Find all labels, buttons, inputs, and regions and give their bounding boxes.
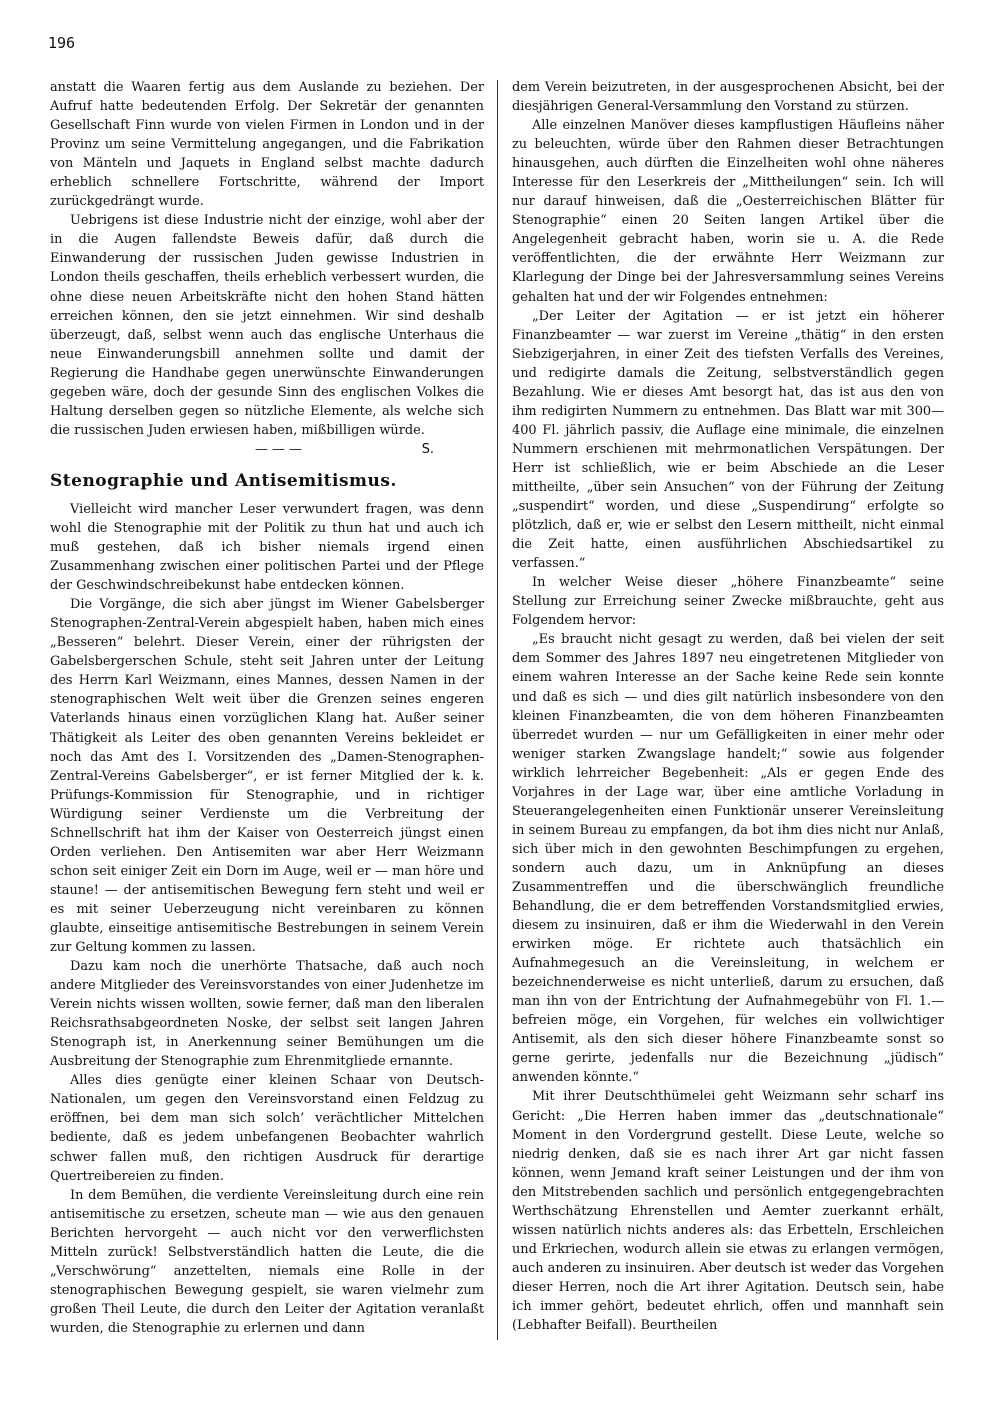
- author-initial: S.: [421, 441, 434, 457]
- column-divider: [497, 80, 498, 1340]
- block-quote: „Es braucht nicht gesagt zu werden, daß bei vielen der seit dem Sommer des Jahres 1897 neu eingetretenen Mitglieder von einem wahren Interesse an der Sache keine Rede sein konnte und daß es sich — und dies gilt natürlich insbesondere von den kleinen Finanzbeamten, die von dem höheren Finanzbeamten überredet wurden — nur um Gefälligkeiten in einer mehr oder weniger starken Zwangslage handelt;“ sowie aus folgender wirklich lehrreicher Begebenheit: „Als er gegen Ende des Vorjahres in der Lage war, über eine amtliche Vorladung in Steuerangelegenheiten einen Funktionär unserer Vereinsleitung in seinem Bureau zu empfangen, da bot ihm dies nicht nur Anlaß, sich über mich in den gewohnten Beschimpfungen zu ergehen, sondern auch dazu, um in Anknüpfung an dieses Zusammentreffen und die überschwänglich freundliche Behandlung, die er dem betreffenden Vorstandsmitglied erwies, diesem zu insinuiren, daß er ihm die Wiederwahl in den Verein erwirken möge. Er richtete auch thatsächlich ein Aufnahmegesuch an die Vereinsleitung, in welchem er bezeichnenderweise es nicht unterließ, darum zu ersuchen, daß man ihn von der Entrichtung der Aufnahmegebühr von Fl. 1.— befreien möge, ein Vorgehen, für welches ein vollwichtiger Antisemit, als den sich dieser höhere Finanzbeamte sonst so gerne gerirte, jedenfalls nur die Bezeichnung „jüdisch“ anwenden könnte.“: [512, 632, 944, 1086]
- paragraph: Uebrigens ist diese Industrie nicht der einzige, wohl aber der in die Augen fallendste Beweis dafür, daß durch die Einwanderung der russischen Juden gewisse Industrien in London theils geschaffen, theils erheblich verbessert wurden, die ohne diese neuen Arbeitskräfte nicht den hohen Stand hätten erreichen können, den sie jetzt einnehmen. Wir sind deshalb überzeugt, daß, selbst wenn auch das englische Unterhaus die neue Einwanderungsbill annehmen sollte und damit der Regierung die Handhabe gegen unerwünschte Einwanderungen gegeben wäre, doch der gesunde Sinn des englischen Volkes die Haltung derselben gegen so nützliche Elemente, als welche sich die russischen Juden erwiesen haben, mißbilligen würde.: [50, 213, 484, 438]
- paragraph-continuation: dem Verein beizutreten, in der ausgesprochenen Absicht, bei der diesjährigen General-Versammlung den Vorstand zu stürzen.: [512, 80, 944, 115]
- signature-dash: — — —: [255, 441, 302, 457]
- paragraph: Dazu kam noch die unerhörte Thatsache, daß auch noch andere Mitglieder des Vereinsvorstandes von einer Judenhetze im Verein nichts wissen wollten, sowie ferner, daß man den liberalen Reichsrathsabgeordneten Noske, der selbst seit langen Jahren Stenograph ist, in Anerkennung seiner Bemühungen um die Ausbreitung der Stenographie zum Ehrenmitgliede ernannte.: [50, 959, 484, 1070]
- paragraph: Alle einzelnen Manöver dieses kampflustigen Häufleins näher zu beleuchten, würde über den Rahmen dieser Betrachtungen hinausgehen, auch dürften die Einzelheiten wohl ohne näheres Interesse für den Leserkreis der „Mittheilungen“ sein. Ich will nur darauf hinweisen, daß die „Oesterreichischen Blätter für Stenographie“ einen 20 Seiten langen Artikel über die Angelegenheit gebracht haben, worin sie u. A. die Rede veröffentlichten, die der erwähnte Herr Weizmann zur Klarlegung der Dinge bei der Jahresversammlung seines Vereins gehalten hat und der wir Folgendes entnehmen:: [512, 118, 944, 305]
- paragraph: Vielleicht wird mancher Leser verwundert fragen, was denn wohl die Stenographie mit der Politik zu thun hat und auch ich muß gestehen, daß ich bisher niemals irgend einen Zusammenhang zwischen einer politischen Partei und der Pflege der Geschwindschreibekunst habe entdecken können.: [50, 501, 484, 594]
- article-signature: [50, 440, 484, 459]
- right-column: [512, 78, 944, 1335]
- page-number: 196: [48, 34, 76, 52]
- left-column: [50, 78, 484, 1338]
- block-quote: „Der Leiter der Agitation — er ist jetzt ein höherer Finanzbeamter — war zuerst im Vereine „thätig“ in den ersten Siebzigerjahren, in einer Zeit des tiefsten Verfalls des Vereines, und redigirte damals die Zeitung, selbstverständlich gegen Bezahlung. Wie er dieses Amt besorgt hat, das ist aus den von ihm redigirten Nummern zu entnehmen. Das Blatt war mit 300—400 Fl. jährlich passiv, die Auflage eine minimale, die einzelnen Nummern erschienen mit mehrmonatlichen Verspätungen. Der Herr ist schließlich, wie er beim Abschiede an die Leser mittheilte, „über sein Ansuchen“ von der Führung der Zeitung „suspendirt“ worden, und diese „Suspendirung“ erfolgte so plötzlich, daß er, wie er selbst den Lesern mittheilt, nicht einmal die Zeit hatte, einen ausführlichen Abschiedsartikel zu verfassen.“: [512, 308, 944, 572]
- article-title: Stenographie und Antisemitismus.: [50, 470, 397, 491]
- paragraph-continuation: anstatt die Waaren fertig aus dem Auslande zu beziehen. Der Aufruf hatte bedeutenden Erfolg. Der Sekretär der genannten Gesellschaft Finn wurde von vielen Firmen in London und in der Provinz um seine Vermittelung angegangen, und die Fabrikation von Mänteln und Jaquets in England selbst machte dadurch erheblich schnellere Fortschritte, während der Import zurückgedrängt wurde.: [50, 80, 484, 210]
- paragraph: In dem Bemühen, die verdiente Vereinsleitung durch eine rein antisemitische zu ersetzen, scheute man — wie aus den genauen Berichten hervorgeht — auch nicht vor den verwerflichsten Mitteln zurück! Selbstverständlich hatten die Leute, die die „Verschwörung“ anzettelten, niemals eine Rolle in der stenographischen Bewegung gespielt, sie waren vielmehr zum großen Theil Leute, die durch den Leiter der Agitation veranlaßt wurden, die Stenographie zu erlernen und dann: [50, 1187, 484, 1336]
- paragraph: Die Vorgänge, die sich aber jüngst im Wiener Gabelsberger Stenographen-Zentral-Verein abgespielt haben, haben mich eines „Besseren“ belehrt. Dieser Verein, einer der rührigsten der Gabelsbergerschen Schule, steht seit Jahren unter der Leitung des Herrn Karl Weizmann, eines Mannes, dessen Namen in der stenographischen Welt weit über die Grenzen seines engeren Vaterlands hinaus einen vorzüglichen Klang hat. Außer seiner Thätigkeit als Leiter des oben genannten Vereins bekleidet er noch das Amt des I. Vorsitzenden des „Damen-Stenographen-Zentral-Vereins Gabelsberger“, er ist ferner Mitglied der k. k. Prüfungs-Kommission für Stenographie, und in richtiger Würdigung seiner Verdienste um die Verbreitung der Schnellschrift hat ihm der Kaiser von Oesterreich jüngst einen Orden verliehen. Den Antisemiten war aber Herr Weizmann schon seit einiger Zeit ein Dorn im Auge, weil er — man höre und staune! — der antisemitischen Bewegung fern steht und weil er es mit seiner Ueberzeugung nicht vereinbaren zu können glaubte, einseitige antisemitische Bestrebungen in seinem Verein zur Geltung kommen zu lassen.: [50, 597, 484, 956]
- paragraph: Alles dies genügte einer kleinen Schaar von Deutsch-Nationalen, um gegen den Vereinsvorstand einen Feldzug zu eröffnen, bei dem man sich solch’ verächtlicher Mittelchen bediente, daß es jedem unbefangenen Beobachter wahrlich schwer fallen muß, den richtigen Ausdruck für derartige Quertreibereien zu finden.: [50, 1073, 484, 1184]
- paragraph: Mit ihrer Deutschthümelei geht Weizmann sehr scharf ins Gericht: „Die Herren haben immer das „deutschnationale“ Moment in den Vordergrund gestellt. Diese Leute, welche so niedrig denken, daß sie es nach ihrer Art gar nicht fassen können, wenn Jemand kraft seiner Leistungen und der ihm von den Mitstrebenden sachlich und persönlich entgegengebrachten Werthschätzung Ehrenstellen und Aemter zuerkannt erhält, wissen natürlich nichts anderes als: das Erbetteln, Erschleichen und Erkriechen, wodurch allein sie etwas zu erlangen vermögen, auch anderen zu insinuiren. Aber deutsch ist weder das Vorgehen dieser Herren, noch die Art ihrer Agitation. Deutsch sein, habe ich immer gehört, bedeutet ehrlich, offen und mannhaft sein (Lebhafter Beifall). Beurtheilen: [512, 1089, 944, 1334]
- paragraph: In welcher Weise dieser „höhere Finanzbeamte“ seine Stellung zur Erreichung seiner Zwecke mißbrauchte, geht aus Folgendem hervor:: [512, 575, 944, 629]
